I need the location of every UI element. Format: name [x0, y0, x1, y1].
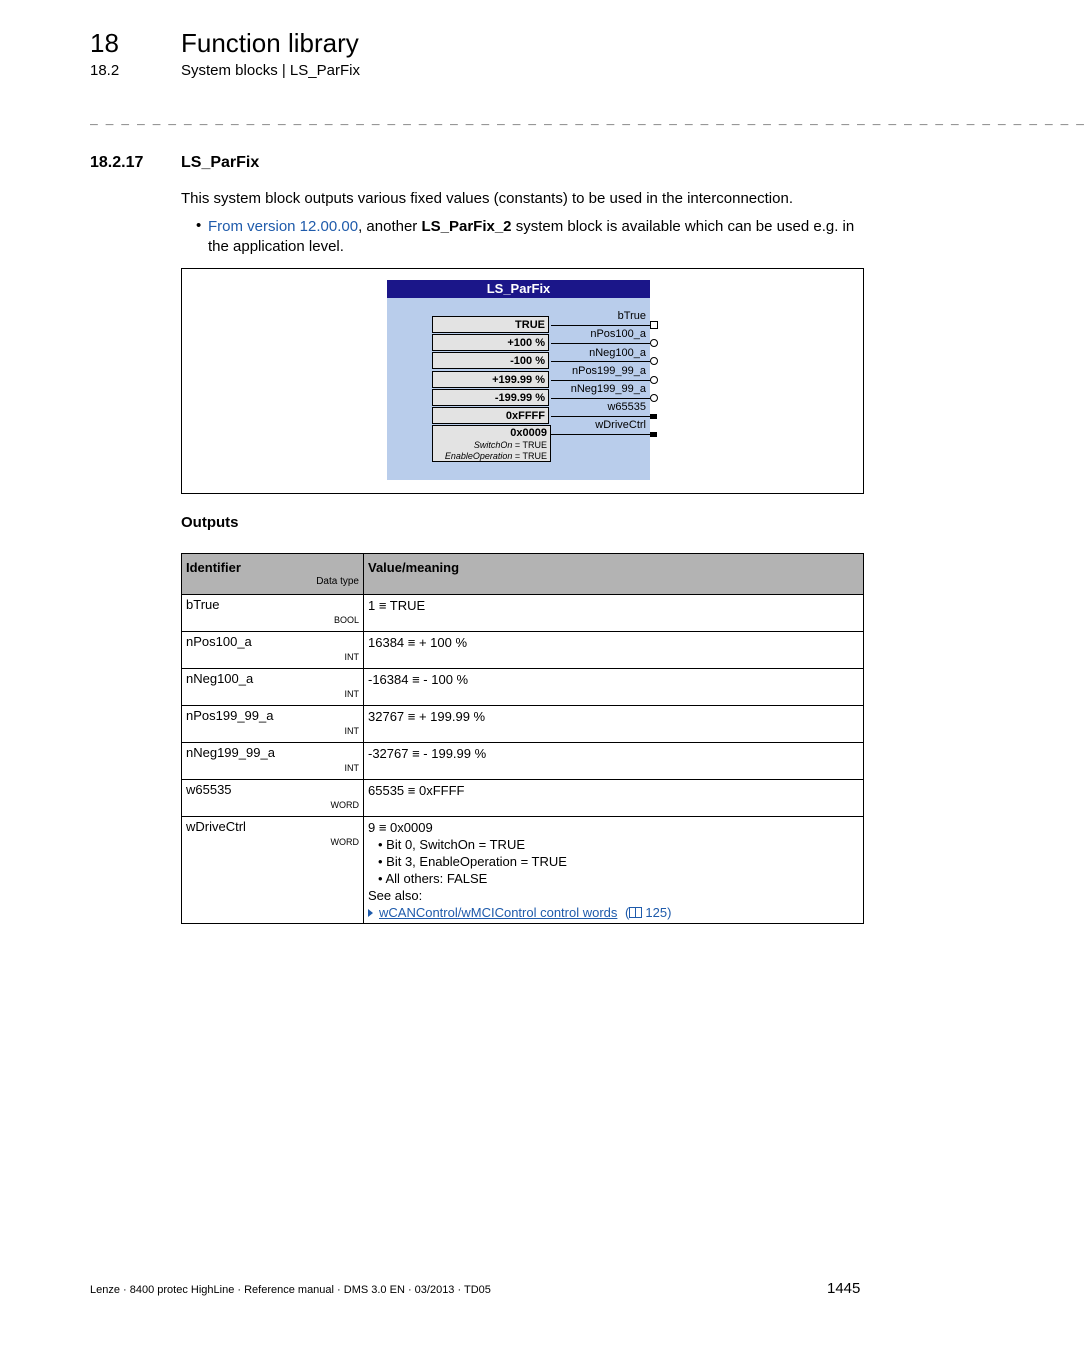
bullet-marker: • — [196, 217, 202, 234]
table-header-row — [182, 554, 864, 595]
identifier-name: wDriveCtrl — [186, 819, 246, 834]
constant-box: 0xFFFF — [432, 407, 549, 424]
identifier-type: INT — [344, 726, 359, 736]
analog-pin-icon — [650, 339, 658, 347]
value-cell: -16384 ≡ - 100 % — [364, 669, 864, 706]
header-identifier: Identifier — [186, 560, 241, 575]
version-note-text-1: , another — [358, 218, 422, 235]
output-label: nNeg100_a — [589, 347, 646, 359]
output-label: bTrue — [617, 310, 646, 322]
identifier-type: BOOL — [333, 615, 359, 625]
heading-number: 18.2.17 — [90, 154, 144, 171]
value-cell: 65535 ≡ 0xFFFF — [364, 780, 864, 817]
outputs-heading: Outputs — [181, 514, 239, 531]
value-bullet: • All others: FALSE — [378, 871, 488, 886]
output-line — [551, 361, 650, 362]
section-title: System blocks | LS_ParFix — [181, 62, 360, 79]
value-line: 9 ≡ 0x0009 — [368, 820, 433, 835]
value-cell: -32767 ≡ - 199.99 % — [364, 743, 864, 780]
constant-box: +199.99 % — [432, 371, 549, 388]
page-number: 1445 — [827, 1280, 861, 1297]
identifier-name: nNeg100_a — [186, 671, 254, 686]
table-row — [182, 595, 864, 632]
constant-detail-2: EnableOperation = TRUE — [444, 451, 547, 461]
constant-value: 0x0009 — [510, 427, 547, 439]
arrow-right-icon — [368, 909, 373, 917]
outputs-table — [181, 553, 864, 924]
constant-box-drivectrl — [432, 425, 551, 462]
identifier-name: bTrue — [186, 597, 220, 612]
output-line — [551, 343, 650, 344]
header-identifier-cell — [182, 554, 364, 595]
section-number: 18.2 — [90, 62, 120, 79]
output-line — [551, 416, 650, 417]
cross-reference[interactable] — [368, 904, 859, 921]
identifier-cell — [182, 706, 364, 743]
analog-pin-icon — [650, 357, 658, 365]
function-block-title: LS_ParFix — [387, 280, 650, 298]
identifier-cell — [182, 669, 364, 706]
chapter-number: 18 — [90, 28, 119, 58]
identifier-cell — [182, 817, 364, 924]
xref-page-open: ( — [625, 905, 630, 920]
constant-box: TRUE — [432, 316, 549, 333]
intro-paragraph: This system block outputs various fixed values (constants) to be used in the interconnection. — [181, 190, 793, 207]
version-link[interactable]: From version 12.00.00 — [208, 218, 359, 235]
version-note-text-2: system block is available which can be used e.g. in the application level. — [208, 218, 855, 255]
table-row — [182, 706, 864, 743]
header-value: Value/meaning — [368, 560, 460, 575]
word-pin-icon — [650, 432, 657, 437]
word-pin-icon — [650, 414, 657, 419]
table-row — [182, 743, 864, 780]
value-bullet: • Bit 0, SwitchOn = TRUE — [378, 837, 525, 852]
analog-pin-icon — [650, 376, 658, 384]
output-label: wDriveCtrl — [595, 419, 646, 431]
output-label: nPos100_a — [590, 328, 646, 340]
output-label: nNeg199_99_a — [570, 383, 646, 395]
table-row — [182, 817, 864, 924]
table-row — [182, 632, 864, 669]
identifier-name: nPos100_a — [186, 634, 252, 649]
identifier-type: INT — [344, 763, 359, 773]
value-cell: 32767 ≡ + 199.99 % — [364, 706, 864, 743]
output-line — [551, 325, 650, 326]
constant-box: -100 % — [432, 352, 549, 369]
value-cell — [364, 817, 864, 924]
identifier-name: nNeg199_99_a — [186, 745, 275, 760]
identifier-cell — [182, 780, 364, 817]
header-divider: _ _ _ _ _ _ _ _ _ _ _ _ _ _ _ _ _ _ _ _ _ _ _ _ _ _ _ _ _ _ _ _ _ _ _ _ _ _ _ _ _ _ _ _ _ _ _ _ _ _ _ _ _ _ _ _ _ _ _ _ _ _ _ _ — [90, 111, 1084, 126]
version-note — [208, 217, 863, 257]
table-row — [182, 780, 864, 817]
version-note-bold: LS_ParFix_2 — [421, 218, 512, 235]
identifier-type: WORD — [330, 837, 359, 847]
book-icon — [629, 907, 642, 918]
identifier-type: WORD — [330, 800, 359, 810]
identifier-name: nPos199_99_a — [186, 708, 274, 723]
constant-detail-1: SwitchOn = TRUE — [473, 440, 547, 450]
xref-page[interactable]: 125) — [645, 905, 672, 920]
identifier-cell — [182, 743, 364, 780]
output-label: nPos199_99_a — [571, 365, 646, 377]
xref-link[interactable]: wCANControl/wMCIControl control words — [379, 905, 618, 920]
table-row — [182, 669, 864, 706]
identifier-name: w65535 — [186, 782, 232, 797]
chapter-title: Function library — [181, 28, 359, 58]
constant-box: -199.99 % — [432, 389, 549, 406]
see-also-label: See also: — [368, 888, 423, 903]
value-bullet: • Bit 3, EnableOperation = TRUE — [378, 854, 567, 869]
header-value-cell — [364, 554, 864, 595]
value-cell: 16384 ≡ + 100 % — [364, 632, 864, 669]
identifier-type: INT — [344, 652, 359, 662]
bool-pin-icon — [650, 321, 658, 329]
footer-text: Lenze · 8400 protec HighLine · Reference manual · DMS 3.0 EN · 03/2013 · TD05 — [90, 1284, 491, 1296]
heading-title: LS_ParFix — [181, 154, 260, 171]
analog-pin-icon — [650, 394, 658, 402]
constant-box: +100 % — [432, 334, 549, 351]
output-line — [551, 398, 650, 399]
output-line — [551, 380, 650, 381]
identifier-cell — [182, 632, 364, 669]
value-cell: 1 ≡ TRUE — [364, 595, 864, 632]
identifier-cell — [182, 595, 364, 632]
header-datatype: Data type — [316, 576, 359, 587]
output-label: w65535 — [607, 401, 646, 413]
output-line — [551, 434, 650, 435]
identifier-type: INT — [344, 689, 359, 699]
